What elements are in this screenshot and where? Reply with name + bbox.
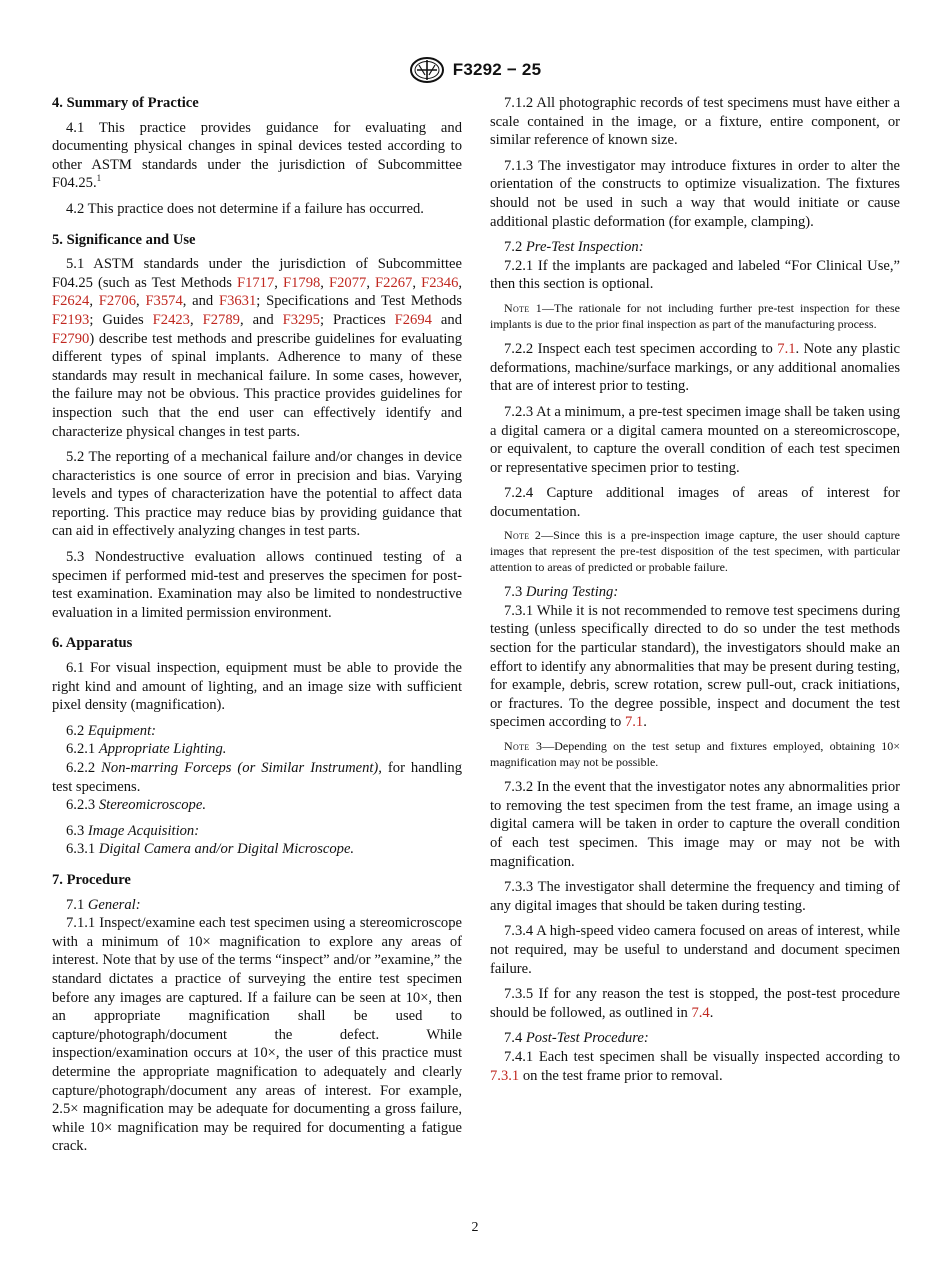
page-header <box>0 56 950 84</box>
paragraph-7-4: 7.4 Post-Test Procedure: <box>504 1030 649 1047</box>
section-6-heading: 6. Apparatus <box>52 635 133 652</box>
section-5-heading: 5. Significance and Use <box>52 231 196 248</box>
paragraph-7-2-3: 7.2.3 At a minimum, a pre-test specimen image shall be taken using a digital camera or a digital camera mounted on a stereomicroscope, or equivalent, to capture the overall condition of each test specimen or representative specimen prior to testing. <box>490 403 900 476</box>
link-f2706[interactable]: F2706 <box>98 293 137 310</box>
right-column <box>490 94 900 1085</box>
paragraph-5-3: 5.3 Nondestructive evaluation allows continued testing of a specimen if performed mid-test and preserves the specimen for post-test examination. Examination may also be limited to nondestructive evaluation in a limited permission environment. <box>52 549 462 621</box>
paragraph-4-2: 4.2 This practice does not determine if a failure has occurred. <box>66 200 424 217</box>
paragraph-7-3-4: 7.3.4 A high-speed video camera focused on areas of interest, while not required, may be useful to understand and document specimen failure. <box>490 923 900 977</box>
paragraph-7-3-3: 7.3.3 The investigator shall determine the frequency and timing of any digital images that should be taken during testing. <box>490 879 900 914</box>
section-7-heading: 7. Procedure <box>52 871 131 888</box>
link-f2346[interactable]: F2346 <box>421 274 459 291</box>
link-f2789[interactable]: F2789 <box>202 311 240 328</box>
link-f2694[interactable]: F2694 <box>394 311 432 328</box>
paragraph-7-3-5: 7.3.5 If for any reason the test is stopped, the post-test procedure should be followed, as outlined in 7.4. <box>490 986 900 1021</box>
paragraph-6-3-1: 6.3.1 Digital Camera and/or Digital Microscope. <box>66 841 355 858</box>
link-f3574[interactable]: F3574 <box>145 293 183 310</box>
note-3: Note 3—Depending on the test setup and fixtures employed, obtaining 10× magnification may not be possible. <box>490 739 900 769</box>
astm-logo-icon <box>409 56 445 84</box>
paragraph-7-1: 7.1 General: <box>66 896 141 913</box>
link-f1798[interactable]: F1798 <box>282 274 321 291</box>
paragraph-4-1: 4.1 This practice provides guidance for evaluating and documenting physical changes in spinal devices tested according to other ASTM standards under the jurisdiction of Subcommittee F04.25.$^1$ <box>52 119 462 192</box>
link-7-1-b[interactable]: 7.1 <box>624 714 644 731</box>
paragraph-7-3-2: 7.3.2 In the event that the investigator notes any abnormalities prior to removing the test specimen from the test frame, an image using a digital camera will be taken in order to capture the overall condition of each test specimen. This image may or may not be with magnification. <box>490 779 900 870</box>
paragraph-7-3: 7.3 During Testing: <box>504 584 619 601</box>
paragraph-6-1: 6.1 For visual inspection, equipment must be able to provide the right kind and amount of lighting, and an image size with sufficient pixel density (magnification). <box>52 660 462 714</box>
paragraph-7-3-1: 7.3.1 While it is not recommended to remove test specimens during testing (unless specifically directed to do so under the test methods section for the particular standard), the investigators should make an effort to identify any abnormalities that may be present during testing, for example, debris, screw rotation, screw pull-out, crack initiations, or fractures. To the degree possible, inspect and document the test specimen according to 7.1. <box>490 602 900 731</box>
link-f2790[interactable]: F2790 <box>52 330 90 347</box>
link-7-4[interactable]: 7.4 <box>691 1004 710 1021</box>
paragraph-6-2-2: 6.2.2 Non-marring Forceps (or Similar Instrument), for handling test specimens. <box>52 760 462 795</box>
link-f3631[interactable]: F3631 <box>218 293 257 310</box>
document-id: F3292 − 25 <box>452 60 542 79</box>
paragraph-7-1-2: 7.1.2 All photographic records of test specimens must have either a scale contained in the image, or a fixture, entire component, or similar reference of known size. <box>490 95 900 149</box>
paragraph-6-2: 6.2 Equipment: <box>66 722 156 739</box>
link-f2193[interactable]: F2193 <box>52 311 90 328</box>
paragraph-7-1-1: 7.1.1 Inspect/examine each test specimen using a stereomicroscope with a minimum of 10× magnification to explore any areas of interest. Note that by use of the terms “inspect” and/or ”examine,” the standard dictates a practice of surveying the entire test specimen before any images are captured. If a failure can be seen at 10×, then an appropriate magnification shall be used to capture/photograph/document the defect. While inspection/examination occurs at 10×, the user of this practice must determine the appropriate magnification to adequately and clearly capture/photograph/document any areas of interest. For example, 2.5× magnification may be adequate for documenting a gross failure, while 10× magnification may be required for documenting a fatigue crack. <box>52 915 462 1155</box>
left-column <box>52 94 462 1156</box>
paragraph-7-4-1: 7.4.1 Each test specimen shall be visually inspected according to 7.3.1 on the test frame prior to removal. <box>490 1048 900 1084</box>
note-1: Note 1—The rationale for not including further pre-test inspection for these implants is due to the prior final inspection as part of the manufacturing process. <box>490 300 900 331</box>
section-4-heading: 4. Summary of Practice <box>52 95 199 111</box>
paragraph-7-1-3: 7.1.3 The investigator may introduce fixtures in order to alter the orientation of the constructs to optimize visualization. The fixtures should not be used in such a way that would initiate or cause additional plastic deformation (for example, clamping). <box>490 157 900 230</box>
paragraph-6-3: 6.3 Image Acquisition: <box>66 822 200 839</box>
paragraph-7-2-4: 7.2.4 Capture additional images of areas of interest for documentation. <box>490 485 900 520</box>
paragraph-7-2: 7.2 Pre-Test Inspection: <box>504 239 644 256</box>
paragraph-6-2-3: 6.2.3 Stereomicroscope. <box>66 797 206 814</box>
page-number: 2 <box>471 1220 479 1235</box>
link-f2423[interactable]: F2423 <box>152 311 190 328</box>
link-f1717[interactable]: F1717 <box>236 274 275 291</box>
link-7-1[interactable]: 7.1 <box>777 341 796 358</box>
paragraph-5-1: 5.1 ASTM standards under the jurisdiction of Subcommittee F04.25 (such as Test Methods F1717, F1798, F2077, F2267, F2346, F2624, F2706, F3574, and F3631; Specifications and Test Methods F2193; Guides F2423, F2789, and F3295; Practices F2694 and F2790) describe test methods and prescribe guidelines for evaluating different types of spinal implants. Adherence to many of these standards may result in mechanical failure. In some cases, however, the failure may not be obvious. This practice provides guidelines for inspection such that the end user can effectively identify and characterize physical changes in test parts. <box>52 256 463 440</box>
note-2: Note 2—Since this is a pre-inspection image capture, the user should capture images that represent the pre-test disposition of the test specimen, with particular attention to areas of predicted or probable failure. <box>490 528 900 574</box>
link-7-3-1[interactable]: 7.3.1 <box>490 1067 520 1084</box>
link-f2267[interactable]: F2267 <box>375 274 413 291</box>
paragraph-7-2-1: 7.2.1 If the implants are packaged and labeled “For Clinical Use,” then this section is optional. <box>490 257 900 293</box>
link-f3295[interactable]: F3295 <box>282 311 320 328</box>
paragraph-7-2-2: 7.2.2 Inspect each test specimen according to 7.1. Note any plastic deformations, machine/surface markings, or any additional anomalies that are of interest prior to testing. <box>490 341 900 395</box>
footnote-marker[interactable]: 1 <box>96 173 102 184</box>
link-f2624[interactable]: F2624 <box>52 293 90 310</box>
paragraph-5-2: 5.2 The reporting of a mechanical failure and/or changes in device characteristics is one source of error in precision and bias. Varying levels and types of characterization have the potential to affect data reporting. This practice may reduce bias by providing guidance that can aid in effectively analyzing changes in test parts. <box>52 449 462 540</box>
link-f2077[interactable]: F2077 <box>329 274 367 291</box>
paragraph-6-2-1: 6.2.1 Appropriate Lighting. <box>66 741 227 758</box>
